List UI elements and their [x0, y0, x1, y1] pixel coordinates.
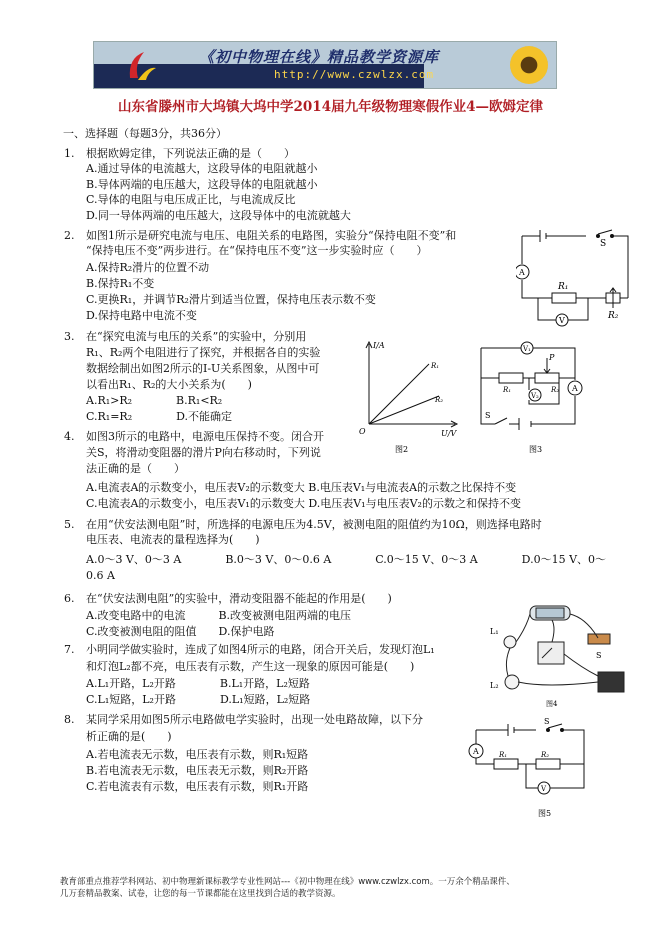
- answer-option: C.R₁=R₂ D.不能确定: [86, 410, 233, 423]
- question-text: 电压表、电流表的量程选择为( ): [86, 533, 260, 546]
- answer-option: C.导体的电阻与电压成正比，与电流成反比: [86, 193, 296, 206]
- figure-2-iu-graph: [355, 338, 465, 458]
- answer-option: C.L₁短路，L₂开路 D.L₁短路，L₂短路: [86, 693, 311, 706]
- question-text: “保持电压不变”两步进行。在“保持电压不变”这一步实验时应（ ）: [86, 244, 428, 257]
- fig2-caption: 图2: [395, 445, 409, 454]
- fig5-r2-label: R₂: [541, 751, 550, 759]
- question-number: 8.: [64, 713, 75, 726]
- site-logo-icon: [124, 48, 160, 84]
- banner-url: http://www.czwlzx.com: [274, 68, 435, 81]
- figure-1-circuit: [516, 228, 638, 330]
- question-stem: 如图3所示的电路中，电源电压保持不变。闭合开: [86, 430, 324, 443]
- fig5-ammeter-label: A: [473, 747, 479, 756]
- answer-option: A.保持R₂滑片的位置不动: [86, 261, 210, 274]
- fig1-voltmeter-label: V: [559, 316, 565, 325]
- answer-option: B.保持R₁不变: [86, 277, 155, 290]
- fig2-origin-label: O: [359, 427, 366, 436]
- footer-line: 几万套精品教案、试卷，让您的每一节课都能在这里找到合适的教学资源。: [60, 889, 341, 899]
- banner-title: 《初中物理在线》精品教学资源库: [199, 48, 440, 66]
- answer-option: C.若电流表有示数，电压表有示数，则R₁开路: [86, 780, 309, 793]
- fig3-slider-label: P: [549, 353, 555, 362]
- question-text: R₁、R₂两个电阻进行了探究，并根据各自的实验: [86, 346, 321, 359]
- sunflower-icon: [510, 46, 548, 84]
- answer-option: A.R₁>R₂ B.R₁<R₂: [86, 394, 223, 407]
- question-stem: 小明同学做实验时，连成了如图4所示的电路，闭合开关后，发现灯泡L₁: [86, 643, 435, 656]
- answer-option: A.若电流表无示数，电压表有示数，则R₁短路: [86, 748, 309, 761]
- question-number: 7.: [64, 643, 75, 656]
- question-number: 3.: [64, 330, 75, 343]
- question-number: 4.: [64, 430, 75, 443]
- document-title: 山东省滕州市大坞镇大坞中学2014届九年级物理寒假作业4—欧姆定律: [118, 99, 543, 115]
- answer-option: A.0～3 V、0～3 A B.0～3 V、0～0.6 A C.0～15 V、0～3 A D.0～15 V、0～: [86, 553, 607, 566]
- fig3-ammeter-label: A: [572, 384, 578, 393]
- question-number: 5.: [64, 518, 75, 531]
- fig1-ammeter-label: A: [519, 268, 525, 277]
- answer-option: B.若电流表无示数，电压表无示数，则R₂开路: [86, 764, 309, 777]
- answer-option: A.L₁开路，L₂开路 B.L₁开路，L₂短路: [86, 677, 310, 690]
- fig3-switch-label: S: [485, 411, 491, 420]
- question-text: 法正确的是（ ）: [86, 462, 185, 475]
- fig1-r1-label: R₁: [558, 282, 569, 292]
- section-heading: 一、选择题（每题3分，共36分）: [63, 127, 227, 140]
- question-number: 1.: [64, 147, 75, 160]
- fig2-line1-label: R₁: [431, 362, 440, 370]
- question-stem: 在用“伏安法测电阻”时，所选择的电源电压为4.5V，被测电阻的阻值约为10Ω，则选择电路时: [86, 518, 542, 531]
- answer-option: C.改变被测电阻的阻值 D.保护电路: [86, 625, 275, 638]
- answer-option: B.导体两端的电压越大，这段导体的电阻就越小: [86, 178, 318, 191]
- fig2-y-axis-label: I/A: [373, 341, 385, 350]
- answer-option: A.通过导体的电流越大，这段导体的电阻就越小: [86, 162, 318, 175]
- page-footer: [60, 876, 515, 900]
- fig2-x-axis-label: U/V: [441, 429, 457, 438]
- footer-line: 教育部重点推荐学科网站、初中物理新课标教学专业性网站---《初中物理在线》www.czwlzx.com。一万余个精品课件、: [60, 877, 515, 887]
- fig1-switch-label: S: [600, 239, 607, 249]
- fig1-r2-label: R₂: [608, 311, 619, 321]
- question-text: 数据绘制出如图2所示的I-U关系图象，从图中可: [86, 362, 320, 375]
- question-text: 关S，将滑动变阻器的滑片P向右移动时，下列说: [86, 446, 321, 459]
- question-text: 和灯泡L₂都不亮，电压表有示数，产生这一现象的原因可能是( ): [86, 660, 415, 673]
- fig4-caption: 图4: [546, 700, 558, 708]
- question-text: 0.6 A: [86, 569, 115, 582]
- fig4-l1-label: L₁: [490, 627, 499, 636]
- fig2-line2-label: R₂: [435, 396, 444, 404]
- question-text: 以看出R₁、R₂的大小关系为( ): [86, 378, 252, 391]
- question-stem: 如图1所示是研究电流与电压、电阻关系的电路图，实验分“保持电阻不变”和: [86, 229, 457, 242]
- question-stem: 在“伏安法测电阻”的实验中，滑动变阻器不能起的作用是( ): [86, 592, 392, 605]
- fig5-voltmeter-label: V: [541, 785, 547, 793]
- answer-option: C.更换R₁，并调节R₂滑片到适当位置，保持电压表示数不变: [86, 293, 376, 306]
- answer-option: A.改变电路中的电流 B.改变被测电阻两端的电压: [86, 609, 352, 622]
- figure-4-photo-circuit: [486, 598, 626, 710]
- question-stem: 某同学采用如图5所示电路做电学实验时，出现一处电路故障，以下分: [86, 713, 423, 726]
- fig3-caption: 图3: [529, 445, 543, 454]
- fig4-l2-label: L₂: [490, 681, 499, 690]
- answer-option: D.同一导体两端的电压越大，这段导体中的电流就越大: [86, 209, 351, 222]
- fig3-r2-label: R₂: [551, 386, 560, 394]
- answer-option: C.电流表A的示数变小，电压表V₁的示数变大 D.电压表V₁与电压表V₂的示数之和保持不变: [86, 497, 521, 510]
- fig3-v2-label: V₂: [531, 392, 539, 400]
- fig5-r1-label: R₁: [499, 751, 508, 759]
- fig5-switch-label: S: [544, 718, 550, 726]
- question-stem: 在“探究电流与电压的关系”的实验中，分别用: [86, 330, 307, 343]
- figure-5-circuit: [466, 718, 596, 822]
- question-number: 2.: [64, 229, 75, 242]
- question-text: 析正确的是( ): [86, 730, 172, 743]
- answer-option: D.保持电路中电流不变: [86, 309, 197, 322]
- figure-3-circuit: [475, 338, 605, 458]
- fig4-switch-label: S: [596, 651, 602, 660]
- answer-option: A.电流表A的示数变小，电压表V₂的示数变大 B.电压表V₁与电流表A的示数之比保持不变: [86, 481, 517, 494]
- question-number: 6.: [64, 592, 75, 605]
- question-stem: 根据欧姆定律，下列说法正确的是（ ）: [86, 147, 295, 160]
- header-banner: [93, 41, 557, 89]
- fig3-v1-label: V₁: [523, 345, 531, 353]
- fig5-caption: 图5: [538, 809, 552, 818]
- fig3-r1-label: R₁: [503, 386, 512, 394]
